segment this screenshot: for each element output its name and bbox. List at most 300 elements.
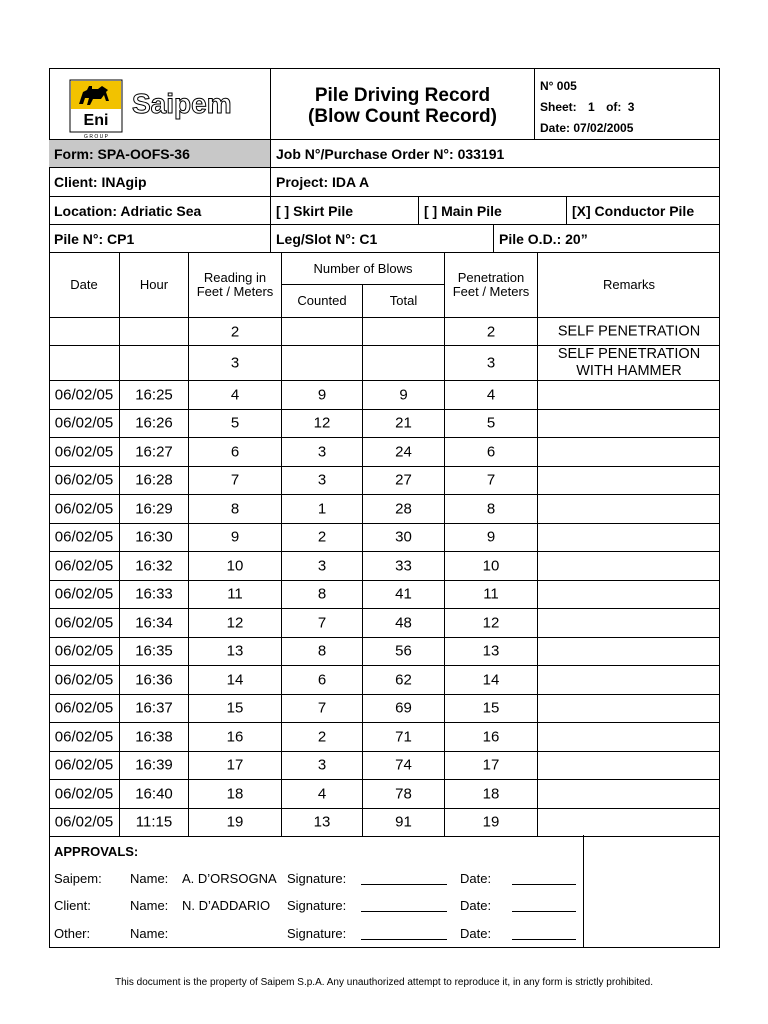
- table-cell-remarks: [538, 318, 720, 346]
- table-cell-reading: [189, 318, 282, 346]
- table-cell-total: [363, 809, 445, 838]
- table-cell-penetration: [445, 346, 538, 381]
- date-value: 06/02/05: [54, 471, 114, 489]
- table-cell-total: [363, 666, 445, 695]
- table-cell-hour: [120, 752, 189, 781]
- counted-value: 2: [317, 728, 327, 746]
- table-cell-counted: [282, 581, 363, 610]
- table-cell-penetration: [445, 467, 538, 496]
- table-cell-remarks: [538, 552, 720, 581]
- client-cell: [49, 168, 271, 197]
- table-cell-total: [363, 524, 445, 553]
- penetration-value: 5: [486, 414, 496, 432]
- date-value: 06/02/05: [54, 443, 114, 461]
- penetration-value: 4: [486, 386, 496, 404]
- table-cell-penetration: [445, 495, 538, 524]
- table-cell-penetration: [445, 581, 538, 610]
- reading-value: 6: [230, 443, 240, 461]
- hour-value: 16:29: [135, 500, 173, 518]
- reading-value: 10: [226, 557, 244, 575]
- group-wordmark: G R O U P: [84, 134, 108, 139]
- hour-value: 16:35: [135, 642, 173, 660]
- table-cell-hour: [120, 723, 189, 752]
- table-cell-date: [49, 581, 120, 610]
- title-cell: [271, 68, 535, 140]
- job-cell: [271, 140, 720, 168]
- table-cell-total: [363, 467, 445, 496]
- table-cell-penetration: [445, 780, 538, 809]
- table-cell-penetration: [445, 552, 538, 581]
- approval-role: Client:: [54, 898, 91, 913]
- penetration-value: 7: [486, 471, 496, 489]
- signature-label: Signature:: [287, 926, 347, 941]
- table-cell-counted: [282, 438, 363, 467]
- table-cell-hour: [120, 552, 189, 581]
- doc-date: Date: 07/02/2005: [540, 121, 634, 135]
- counted-value: 2: [317, 528, 327, 546]
- approvals-title: APPROVALS:: [54, 844, 139, 859]
- table-cell-counted: [282, 666, 363, 695]
- table-cell-reading: [189, 695, 282, 724]
- table-cell-remarks: [538, 581, 720, 610]
- table-cell-penetration: [445, 410, 538, 439]
- counted-value: 13: [313, 813, 331, 831]
- date-line[interactable]: [512, 884, 576, 885]
- signature-label: Signature:: [287, 898, 347, 913]
- date-value: 06/02/05: [54, 785, 114, 803]
- table-cell-reading: [189, 410, 282, 439]
- leg-slot: Leg/Slot N°: C1: [276, 230, 378, 247]
- total-value: 41: [395, 585, 412, 603]
- penetration-value: 16: [482, 728, 500, 746]
- col-header-counted: Counted: [282, 285, 363, 318]
- counted-value: 8: [317, 642, 327, 660]
- hour-value: 16:30: [135, 528, 173, 546]
- table-cell-total: [363, 723, 445, 752]
- reading-value: 7: [230, 471, 240, 489]
- reading-value: 9: [230, 528, 240, 546]
- reading-value: 3: [230, 354, 240, 372]
- approvals-block: [49, 835, 584, 948]
- total-value: 30: [395, 528, 412, 546]
- table-cell-penetration: [445, 381, 538, 410]
- counted-value: 9: [317, 386, 327, 404]
- table-cell-hour: [120, 666, 189, 695]
- signature-line[interactable]: [361, 884, 447, 885]
- table-cell-counted: [282, 318, 363, 346]
- meta-cell: [535, 68, 720, 140]
- table-cell-remarks: [538, 524, 720, 553]
- hour-value: 16:26: [135, 414, 173, 432]
- date-label: Date:: [460, 871, 492, 886]
- saipem-wordmark: Saipem: [132, 88, 232, 119]
- title-line2: (Blow Count Record): [308, 106, 497, 127]
- reading-value: 12: [226, 614, 244, 632]
- table-cell-reading: [189, 467, 282, 496]
- table-cell-hour: [120, 318, 189, 346]
- reading-value: 2: [230, 323, 240, 340]
- name-label: Name:: [130, 871, 169, 886]
- table-cell-counted: [282, 638, 363, 667]
- table-cell-date: [49, 809, 120, 838]
- form-cell: [49, 140, 271, 168]
- table-cell-counted: [282, 410, 363, 439]
- date-value: 06/02/05: [54, 585, 114, 603]
- table-cell-remarks: [538, 695, 720, 724]
- approval-role: Saipem:: [54, 871, 102, 886]
- table-cell-remarks: [538, 666, 720, 695]
- table-cell-remarks: [538, 638, 720, 667]
- total-value: 91: [395, 813, 412, 831]
- hour-value: 11:15: [135, 813, 173, 831]
- location: Location: Adriatic Sea: [54, 202, 202, 219]
- reading-value: 15: [226, 699, 244, 717]
- table-cell-total: [363, 318, 445, 346]
- table-cell-remarks: [538, 346, 720, 381]
- table-cell-date: [49, 695, 120, 724]
- table-cell-date: [49, 780, 120, 809]
- conductor-pile-cell: [567, 197, 720, 225]
- reading-value: 16: [226, 728, 244, 746]
- table-cell-penetration: [445, 524, 538, 553]
- table-cell-date: [49, 752, 120, 781]
- hour-value: 16:34: [135, 614, 173, 632]
- approval-row: [49, 898, 584, 916]
- remarks-value: SELF PENETRATION WITH HAMMER: [557, 346, 701, 379]
- counted-value: 7: [317, 614, 327, 632]
- table-cell-total: [363, 381, 445, 410]
- reading-value: 8: [230, 500, 240, 518]
- table-cell-total: [363, 346, 445, 381]
- counted-value: 8: [317, 585, 327, 603]
- date-label: Date:: [460, 926, 492, 941]
- penetration-value: 2: [486, 323, 496, 340]
- table-cell-counted: [282, 346, 363, 381]
- approval-row: [49, 871, 584, 889]
- table-cell-date: [49, 438, 120, 467]
- signature-line[interactable]: [361, 911, 447, 912]
- reading-value: 19: [226, 813, 244, 831]
- total-value: 62: [395, 671, 412, 689]
- approval-row: [49, 926, 584, 944]
- table-cell-hour: [120, 346, 189, 381]
- hour-value: 16:28: [135, 471, 173, 489]
- counted-value: 3: [317, 756, 327, 774]
- leg-slot-cell: [271, 225, 494, 253]
- saipem-eni-logo: [49, 68, 270, 139]
- date-value: 06/02/05: [54, 728, 114, 746]
- sheet-label: Sheet:: [540, 100, 577, 114]
- date-label: Date:: [460, 898, 492, 913]
- table-cell-remarks: [538, 723, 720, 752]
- table-cell-remarks: [538, 609, 720, 638]
- counted-value: 3: [317, 443, 327, 461]
- table-cell-penetration: [445, 695, 538, 724]
- conductor-pile-option: [X] Conductor Pile: [572, 202, 695, 219]
- date-value: 06/02/05: [54, 671, 114, 689]
- title-line1: Pile Driving Record: [314, 85, 491, 106]
- counted-value: 3: [317, 557, 327, 575]
- table-cell-counted: [282, 381, 363, 410]
- col-header-date: Date: [49, 253, 120, 318]
- table-cell-hour: [120, 524, 189, 553]
- date-value: 06/02/05: [54, 756, 114, 774]
- table-cell-remarks: [538, 438, 720, 467]
- date-value: 06/02/05: [54, 557, 114, 575]
- table-cell-reading: [189, 609, 282, 638]
- table-cell-remarks: [538, 752, 720, 781]
- table-cell-penetration: [445, 609, 538, 638]
- record-form: [49, 68, 720, 948]
- pile-od: Pile O.D.: 20”: [499, 230, 588, 247]
- table-cell-total: [363, 695, 445, 724]
- table-cell-counted: [282, 780, 363, 809]
- counted-value: 7: [317, 699, 327, 717]
- table-cell-hour: [120, 638, 189, 667]
- penetration-value: 15: [482, 699, 500, 717]
- approval-role: Other:: [54, 926, 91, 941]
- eni-wordmark: Eni: [83, 112, 109, 129]
- total-value: 69: [395, 699, 412, 717]
- table-cell-hour: [120, 809, 189, 838]
- date-line[interactable]: [512, 911, 576, 912]
- table-cell-total: [363, 780, 445, 809]
- project-cell: [271, 168, 720, 197]
- penetration-value: 11: [483, 585, 499, 603]
- sheet-info: [540, 100, 634, 114]
- table-cell-remarks: [538, 495, 720, 524]
- penetration-value: 17: [482, 756, 500, 774]
- table-cell-counted: [282, 723, 363, 752]
- date-value: 06/02/05: [54, 813, 114, 831]
- counted-value: 4: [317, 785, 327, 803]
- table-cell-hour: [120, 495, 189, 524]
- date-line[interactable]: [512, 939, 576, 940]
- reading-value: 17: [226, 756, 244, 774]
- footer-disclaimer: This document is the property of Saipem S.p.A. Any unauthorized attempt to reproduce it, in any form is strictly prohibited.: [114, 977, 654, 988]
- approvals-blank-cell: [584, 835, 720, 948]
- table-cell-reading: [189, 666, 282, 695]
- table-cell-date: [49, 381, 120, 410]
- penetration-value: 13: [482, 642, 500, 660]
- table-cell-reading: [189, 438, 282, 467]
- table-cell-total: [363, 552, 445, 581]
- table-cell-date: [49, 638, 120, 667]
- form-number: Form: SPA-OOFS-36: [54, 145, 190, 162]
- table-cell-hour: [120, 780, 189, 809]
- doc-number: N° 005: [540, 79, 577, 93]
- penetration-value: 18: [482, 785, 500, 803]
- logo-cell: [49, 68, 271, 140]
- hour-value: 16:33: [135, 585, 173, 603]
- table-cell-reading: [189, 552, 282, 581]
- remarks-value: SELF PENETRATION: [557, 323, 701, 339]
- table-cell-penetration: [445, 752, 538, 781]
- table-cell-hour: [120, 695, 189, 724]
- date-value: 06/02/05: [54, 528, 114, 546]
- col-header-hour: Hour: [120, 253, 189, 318]
- col-header-total: Total: [363, 285, 445, 318]
- table-cell-total: [363, 752, 445, 781]
- table-cell-reading: [189, 638, 282, 667]
- total-value: 48: [395, 614, 412, 632]
- total-value: 71: [395, 728, 412, 746]
- reading-value: 4: [230, 386, 240, 404]
- table-cell-hour: [120, 410, 189, 439]
- table-cell-penetration: [445, 666, 538, 695]
- total-value: 33: [395, 557, 412, 575]
- date-value: 06/02/05: [54, 414, 114, 432]
- sheet-total: 3: [627, 100, 635, 114]
- reading-value: 5: [230, 414, 240, 432]
- table-cell-penetration: [445, 438, 538, 467]
- sheet-number: 1: [588, 100, 595, 114]
- table-cell-counted: [282, 524, 363, 553]
- name-label: Name:: [130, 926, 169, 941]
- pile-no-cell: [49, 225, 271, 253]
- table-cell-hour: [120, 609, 189, 638]
- table-cell-counted: [282, 695, 363, 724]
- table-cell-date: [49, 552, 120, 581]
- total-value: 78: [395, 785, 412, 803]
- table-cell-total: [363, 410, 445, 439]
- hour-value: 16:27: [135, 443, 173, 461]
- total-value: 56: [395, 642, 412, 660]
- date-value: 06/02/05: [54, 614, 114, 632]
- table-cell-reading: [189, 581, 282, 610]
- table-cell-total: [363, 609, 445, 638]
- table-cell-reading: [189, 752, 282, 781]
- table-cell-total: [363, 638, 445, 667]
- table-cell-hour: [120, 467, 189, 496]
- penetration-value: 12: [482, 614, 500, 632]
- table-cell-hour: [120, 381, 189, 410]
- pile-od-cell: [494, 225, 720, 253]
- pile-number: Pile N°: CP1: [54, 230, 135, 247]
- table-cell-date: [49, 346, 120, 381]
- table-cell-counted: [282, 495, 363, 524]
- table-cell-reading: [189, 346, 282, 381]
- table-cell-date: [49, 410, 120, 439]
- table-cell-reading: [189, 524, 282, 553]
- location-cell: [49, 197, 271, 225]
- skirt-pile-cell: [271, 197, 419, 225]
- table-cell-date: [49, 318, 120, 346]
- table-cell-penetration: [445, 723, 538, 752]
- date-value: 06/02/05: [54, 386, 114, 404]
- penetration-value: 6: [486, 443, 496, 461]
- main-pile-cell: [419, 197, 567, 225]
- total-value: 9: [399, 386, 408, 404]
- table-cell-total: [363, 581, 445, 610]
- client: Client: INAgip: [54, 174, 147, 190]
- table-cell-date: [49, 723, 120, 752]
- counted-value: 12: [313, 414, 331, 432]
- table-cell-reading: [189, 723, 282, 752]
- hour-value: 16:38: [135, 728, 173, 746]
- table-cell-date: [49, 609, 120, 638]
- sheet-of-label: of:: [606, 100, 622, 114]
- counted-value: 1: [317, 500, 327, 518]
- total-value: 27: [395, 471, 412, 489]
- date-value: 06/02/05: [54, 642, 114, 660]
- table-cell-counted: [282, 552, 363, 581]
- penetration-value: 8: [486, 500, 496, 518]
- penetration-value: 3: [486, 354, 496, 372]
- hour-value: 16:40: [135, 785, 173, 803]
- total-value: 24: [395, 443, 412, 461]
- reading-value: 11: [227, 585, 243, 603]
- penetration-value: 10: [482, 557, 500, 575]
- project: Project: IDA A: [276, 174, 370, 190]
- col-header-penetration: Penetration Feet / Meters: [445, 253, 538, 318]
- total-value: 28: [395, 500, 412, 518]
- table-cell-counted: [282, 467, 363, 496]
- total-value: 74: [395, 756, 412, 774]
- date-value: 06/02/05: [54, 699, 114, 717]
- total-value: 21: [395, 414, 412, 432]
- col-header-reading: Reading in Feet / Meters: [189, 253, 282, 318]
- table-cell-reading: [189, 809, 282, 838]
- table-cell-remarks: [538, 780, 720, 809]
- table-cell-hour: [120, 438, 189, 467]
- name-label: Name:: [130, 898, 169, 913]
- penetration-value: 9: [486, 528, 496, 546]
- table-cell-counted: [282, 609, 363, 638]
- approver-name: N. D’ADDARIO: [182, 898, 271, 913]
- date-value: 06/02/05: [54, 500, 114, 518]
- reading-value: 13: [226, 642, 244, 660]
- col-header-blows: Number of Blows: [282, 253, 445, 285]
- signature-label: Signature:: [287, 871, 347, 886]
- table-cell-date: [49, 495, 120, 524]
- signature-line[interactable]: [361, 939, 447, 940]
- table-cell-date: [49, 524, 120, 553]
- table-cell-counted: [282, 752, 363, 781]
- table-cell-remarks: [538, 381, 720, 410]
- table-cell-counted: [282, 809, 363, 838]
- counted-value: 6: [317, 671, 327, 689]
- table-cell-total: [363, 495, 445, 524]
- main-pile-option: [ ] Main Pile: [424, 202, 502, 219]
- hour-value: 16:36: [135, 671, 173, 689]
- skirt-pile-option: [ ] Skirt Pile: [276, 202, 354, 219]
- table-cell-penetration: [445, 809, 538, 838]
- hour-value: 16:37: [135, 699, 173, 717]
- table-cell-remarks: [538, 410, 720, 439]
- table-cell-reading: [189, 381, 282, 410]
- hour-value: 16:32: [135, 557, 173, 575]
- table-cell-penetration: [445, 638, 538, 667]
- table-cell-remarks: [538, 809, 720, 838]
- penetration-value: 14: [482, 671, 500, 689]
- table-cell-reading: [189, 780, 282, 809]
- table-cell-date: [49, 467, 120, 496]
- table-cell-reading: [189, 495, 282, 524]
- table-cell-remarks: [538, 467, 720, 496]
- table-cell-hour: [120, 581, 189, 610]
- table-cell-total: [363, 438, 445, 467]
- col-header-remarks: Remarks: [538, 253, 720, 318]
- approver-name: A. D’ORSOGNA: [182, 871, 277, 886]
- table-cell-penetration: [445, 318, 538, 346]
- reading-value: 18: [226, 785, 244, 803]
- penetration-value: 19: [482, 813, 500, 831]
- table-cell-date: [49, 666, 120, 695]
- counted-value: 3: [317, 471, 327, 489]
- reading-value: 14: [226, 671, 244, 689]
- hour-value: 16:25: [135, 386, 173, 404]
